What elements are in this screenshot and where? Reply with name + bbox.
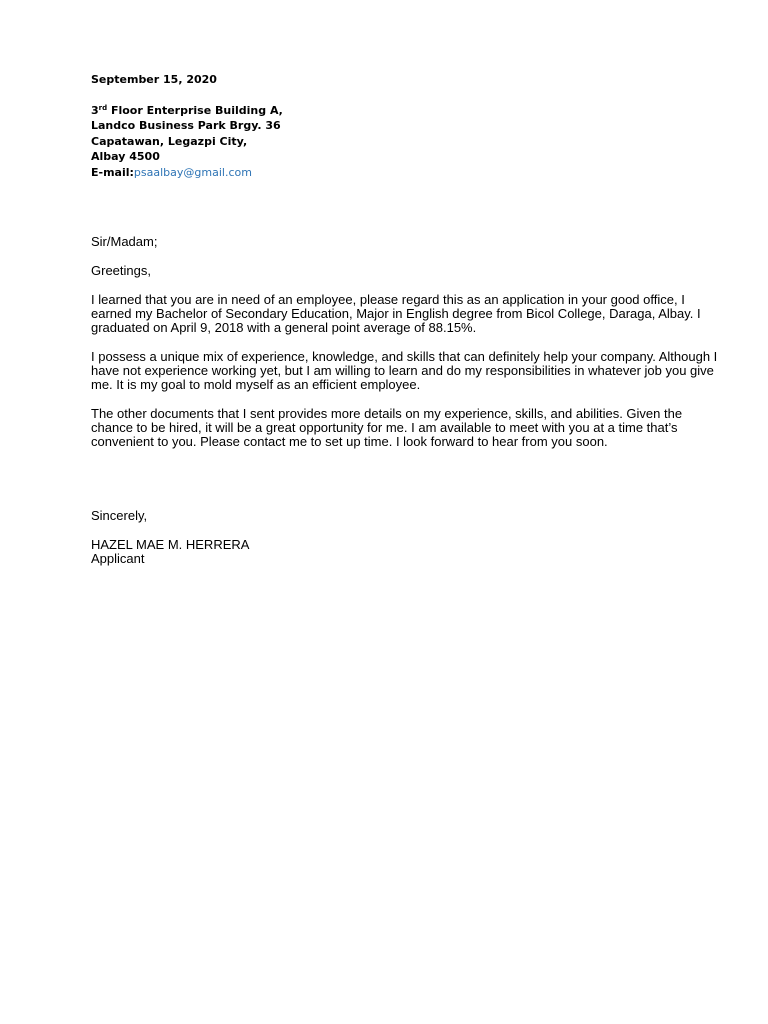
greeting: Greetings, <box>91 263 151 278</box>
email-label: E-mail: <box>91 165 134 179</box>
paragraph-documents: The other documents that I sent provides more details on my experience, skills, and abilities. Given the chance to be hired, it will be a great opportunity for me. I am available to meet with you at a time that’s convenient to you. Please contact me to set up time. I look forward to hear from you soon. <box>91 406 683 449</box>
email-link[interactable]: psaalbay@gmail.com <box>133 165 252 179</box>
address-line-3: Capatawan, Legazpi City, <box>91 134 248 148</box>
letter-body <box>91 235 721 566</box>
closing: Sincerely, <box>91 508 148 523</box>
floor-ordinal-suffix: rd <box>98 103 108 112</box>
signer-title: Applicant <box>91 551 145 566</box>
sender-header <box>91 72 283 180</box>
floor-number: 3 <box>91 103 99 117</box>
letter-date: September 15, 2020 <box>91 73 217 86</box>
address-line-1 <box>91 103 283 119</box>
paragraph-application: I learned that you are in need of an employee, please regard this as an application in your good office, I earned my Bachelor of Secondary Education, Major in English degree from Bicol College, Daraga, Albay. I graduated on April 9, 2018 with a general point average of 88.15%. <box>91 292 701 335</box>
paragraph-skills: I possess a unique mix of experience, knowledge, and skills that can definitely help your company. Although I have not experience working yet, but I am willing to learn and do my responsibilities in whatever job you give me. It is my goal to mold myself as an efficient employee. <box>91 349 718 392</box>
signer-name: HAZEL MAE M. HERRERA <box>91 537 250 552</box>
email-line <box>91 165 283 181</box>
address-line-2: Landco Business Park Brgy. 36 <box>91 119 281 132</box>
salutation: Sir/Madam; <box>91 234 158 249</box>
address-line-1-text: Floor Enterprise Building A, <box>107 103 283 117</box>
address-line-4: Albay 4500 <box>91 150 160 163</box>
